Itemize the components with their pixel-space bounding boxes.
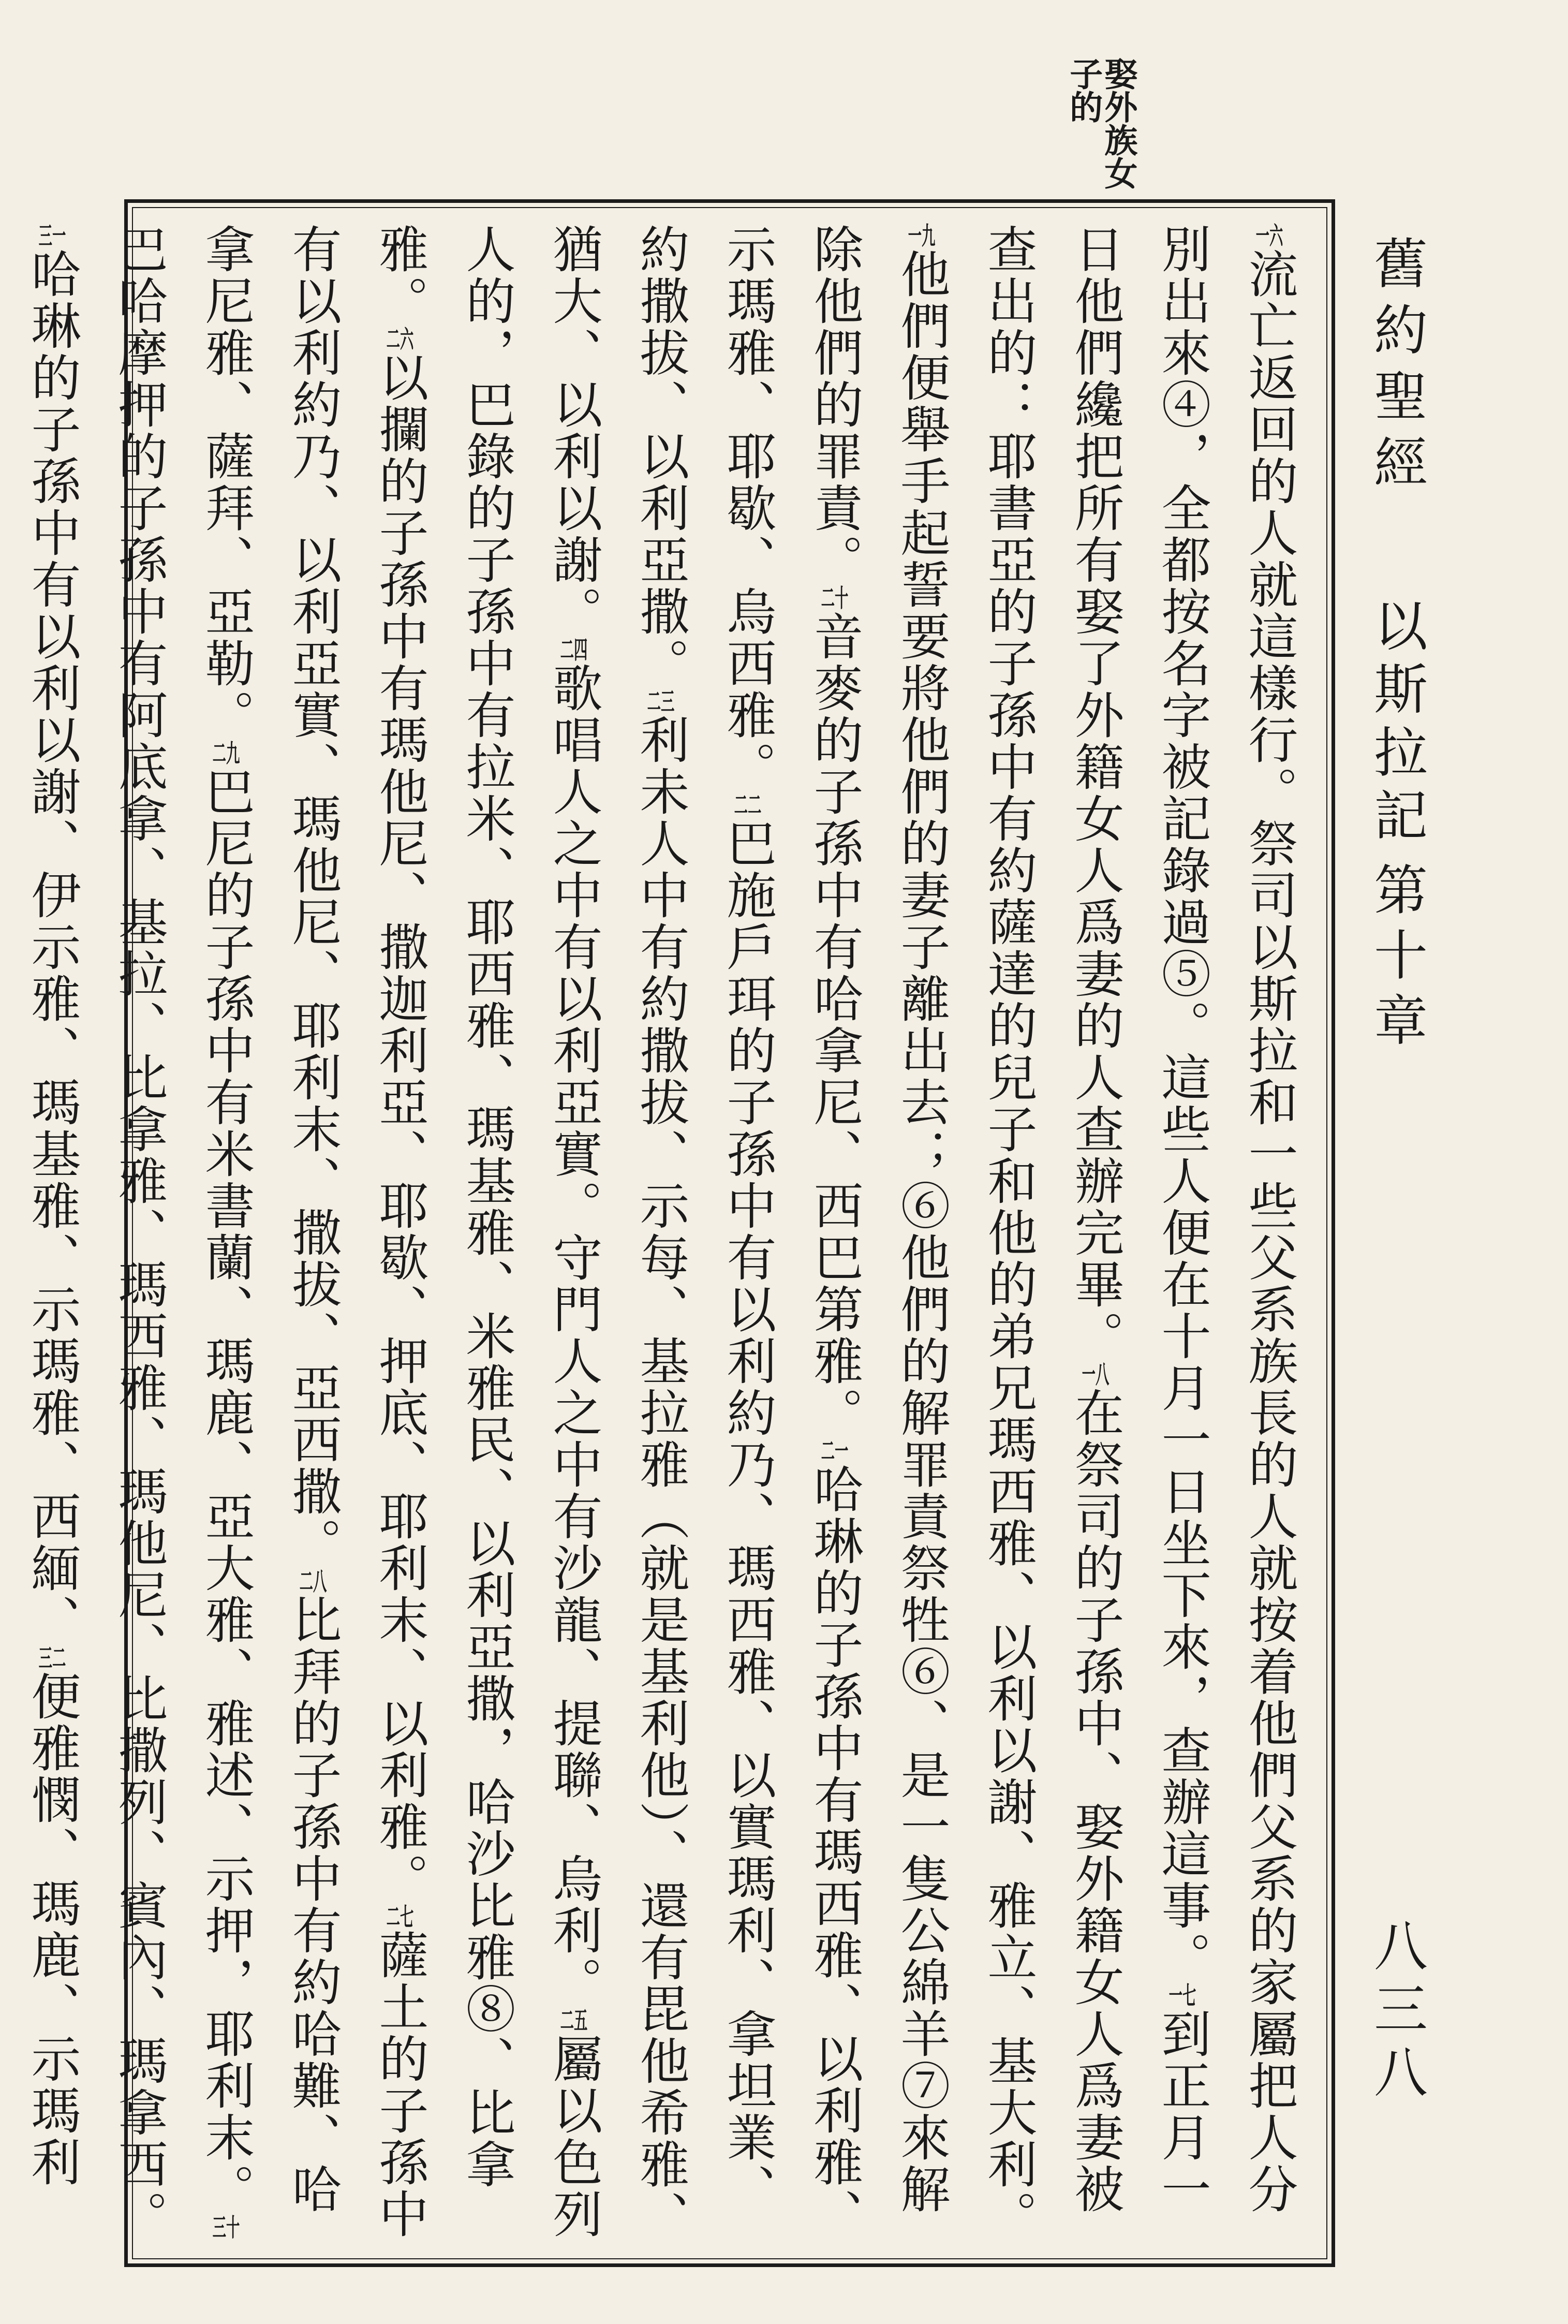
verse-number bbox=[0, 327, 9, 352]
verse-number: 二六 bbox=[386, 327, 414, 352]
verse-number: 二十 bbox=[821, 586, 849, 611]
verse-number: 三一 bbox=[38, 224, 66, 248]
page-header bbox=[1345, 236, 1465, 2151]
chapter-title: 第十章 bbox=[1365, 862, 1428, 1057]
verse-text: 哈琳的子孫中有以利以謝、伊示雅、瑪基雅、示瑪雅、西緬、 bbox=[23, 248, 81, 1646]
verse-text: 利未人中有約撒拔、示每、基拉雅（就是基利他）、還有毘他希雅、猶大、以利以謝。 bbox=[545, 224, 690, 2242]
verse-text: 他們便舉手起誓要將他們的妻子離出去；⑥他們的解罪責祭牲⑥、是一隻公綿羊⑦來解除他們的罪責。 bbox=[806, 224, 951, 2215]
verse-number: 三十 bbox=[212, 2215, 240, 2240]
page-number: 八三八 bbox=[1365, 1918, 1428, 2107]
verse-number: 二二 bbox=[734, 793, 762, 818]
verse-text: 哈琳的子孫中有瑪西雅、以利雅、示瑪雅、耶歇、烏西雅。 bbox=[719, 224, 864, 2240]
verse-text: 巴施戶珥的子孫中有以利約乃、瑪西雅、以實瑪利、拿坦業、約撒拔、以利亞撒。 bbox=[632, 224, 777, 2215]
verse-text: 巴尼的子孫中有米書蘭、瑪鹿、亞大雅、雅述、示押，耶利末。 bbox=[197, 766, 255, 2215]
verse-text: 歌唱人之中有以利亞實。守門人之中有沙龍、提聯、烏利。 bbox=[545, 663, 603, 2008]
verse-text: 比拜的子孫中有約哈難、哈拿尼雅、薩拜、亞勒。 bbox=[197, 224, 342, 2215]
verse-number: 二八 bbox=[299, 1569, 327, 1594]
verse-number: 二九 bbox=[212, 741, 240, 766]
verse-number bbox=[0, 2112, 9, 2137]
verse-text: 流亡返回的人就這樣行。祭司以斯拉和一些父系族長的人就按着他們父系的家屬把人分別出來④，全都按名字被記錄過⑤。這些人便在十月一日坐下來，查辦這事。 bbox=[1153, 224, 1298, 2215]
verse-text: 巴哈摩押的子孫中有阿底拿、基拉、比拿雅、瑪西雅、瑪他尼、比撒列、賓內、瑪拿西。 bbox=[110, 224, 168, 2242]
verse-text: 以攔的子孫中有瑪他尼、撒迦利亞、耶歇、押底、耶利末、以利雅。 bbox=[371, 352, 429, 1905]
verse-text: 在祭司的子孫中、娶外籍女人爲妻被查出的：耶書亞的子孫中有約薩達的兒子和他的弟兄瑪西雅、以利以謝、雅立、基大利。 bbox=[980, 224, 1125, 2242]
verse-text: 音麥的子孫中有哈拿尼、西巴第雅。 bbox=[806, 611, 864, 1439]
verse-number: 一七 bbox=[1168, 1983, 1196, 2008]
book-title: 舊約聖經 bbox=[1365, 236, 1428, 501]
verse-number: 一六 bbox=[1255, 224, 1283, 248]
scripture-text bbox=[0, 224, 1313, 2242]
verse-number: 一九 bbox=[908, 224, 936, 248]
verse-number: 一八 bbox=[1082, 1362, 1110, 1387]
body-text bbox=[23, 224, 1313, 2242]
verse-text: 薩土的子孫中有以利約乃、以利亞實、瑪他尼、耶利末、撒拔、亞西撒。 bbox=[284, 224, 429, 2240]
verse-number: 二四 bbox=[560, 638, 588, 663]
margin-note: 娶外族女子的 bbox=[1064, 57, 1138, 189]
verse-number: 二一 bbox=[821, 1439, 849, 1464]
section-title: 以斯拉記 bbox=[1365, 598, 1428, 850]
verse-text: 到正月一日他們纔把所有娶了外籍女人爲妻的人查辦完畢。 bbox=[1067, 224, 1211, 2215]
verse-text: 屬以色列人的，巴錄的子孫中有拉米、耶西雅、瑪基雅、米雅民、以利亞撒，哈沙比雅⑧、比拿雅。 bbox=[371, 224, 603, 2240]
verse-number: 二五 bbox=[560, 2008, 588, 2033]
verse-number: 二七 bbox=[386, 1905, 414, 1930]
text-frame bbox=[23, 199, 1335, 2267]
verse-text: 便雅憫、瑪鹿、示瑪利 bbox=[23, 1671, 81, 2188]
verse-number: 二三 bbox=[647, 689, 675, 714]
verse-number: 三二 bbox=[38, 1646, 66, 1671]
